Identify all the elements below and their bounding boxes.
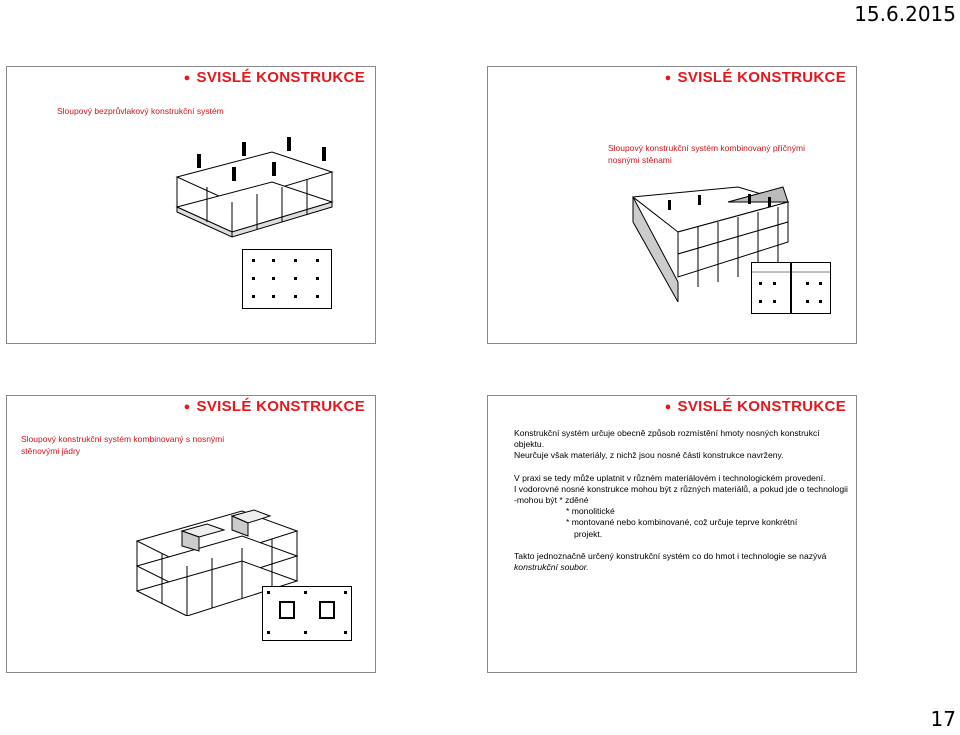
bullet-icon: ● <box>183 401 191 414</box>
slide-4 <box>487 395 857 673</box>
slide-title <box>665 69 846 86</box>
slide-title <box>665 398 846 415</box>
list-line: * monolitické <box>566 506 615 517</box>
slide-title-text: SVISLÉ KONSTRUKCE <box>677 398 846 415</box>
date-header: 15.6.2015 <box>854 2 956 26</box>
slide-label <box>21 433 224 457</box>
slide-title-text: SVISLÉ KONSTRUKCE <box>677 69 846 86</box>
slide-label-line-1: Sloupový konstrukční systém kombinovaný s nosnými <box>21 434 225 444</box>
paragraph-text: Takto jednoznačně určený konstrukční systém co do hmot i technologie se nazývá <box>514 550 827 561</box>
slide-title <box>184 69 365 86</box>
paragraph: V praxi se tedy může uplatnit v různém materiálovém i technologickém provedení. <box>514 472 826 483</box>
bullet-icon: ● <box>664 401 672 414</box>
paragraph: Neurčuje však materiály, z nichž jsou nosné části konstrukce navrženy. <box>514 450 784 461</box>
slide-label: Sloupový bezprůvlakový konstrukční systém <box>57 106 224 116</box>
slide-label-line-1: Sloupový konstrukční systém kombinovaný příčnými <box>608 143 805 153</box>
core-wall-plan-figure <box>262 586 352 641</box>
slide-2 <box>487 66 857 344</box>
slide-label-line-2: stěnovými jádry <box>21 446 81 456</box>
slide-label-line-2: nosnými stěnami <box>608 155 672 165</box>
list-line: -mohou být * zděné <box>514 495 589 506</box>
paragraph: I vodorovné nosné konstrukce mohou být z různých materiálů, a pokud jde o technologii <box>514 483 848 494</box>
slide-title-text: SVISLÉ KONSTRUKCE <box>196 69 365 86</box>
paragraph: Konstrukční systém určuje obecně způsob rozmístění hmoty nosných konstrukcí objektu. <box>514 428 820 450</box>
slide-title-text: SVISLÉ KONSTRUKCE <box>196 398 365 415</box>
page-number: 17 <box>930 707 956 731</box>
list-line: * montované nebo kombinované, což určuje teprve konkrétní <box>566 517 798 528</box>
bullet-icon: ● <box>664 72 672 85</box>
slide-1 <box>6 66 376 344</box>
slide-title <box>184 398 365 415</box>
bullet-icon: ● <box>183 72 191 85</box>
slide-body-text <box>514 428 850 573</box>
slide-label <box>608 142 805 166</box>
flat-slab-plan-figure <box>242 249 332 309</box>
emphasis-text: konstrukční soubor. <box>514 562 589 573</box>
paragraph <box>514 551 850 573</box>
list-line: projekt. <box>574 528 603 539</box>
flat-slab-structure-figure <box>172 132 342 242</box>
slide-3 <box>6 395 376 673</box>
column-crosswall-plan-figure <box>751 262 831 314</box>
